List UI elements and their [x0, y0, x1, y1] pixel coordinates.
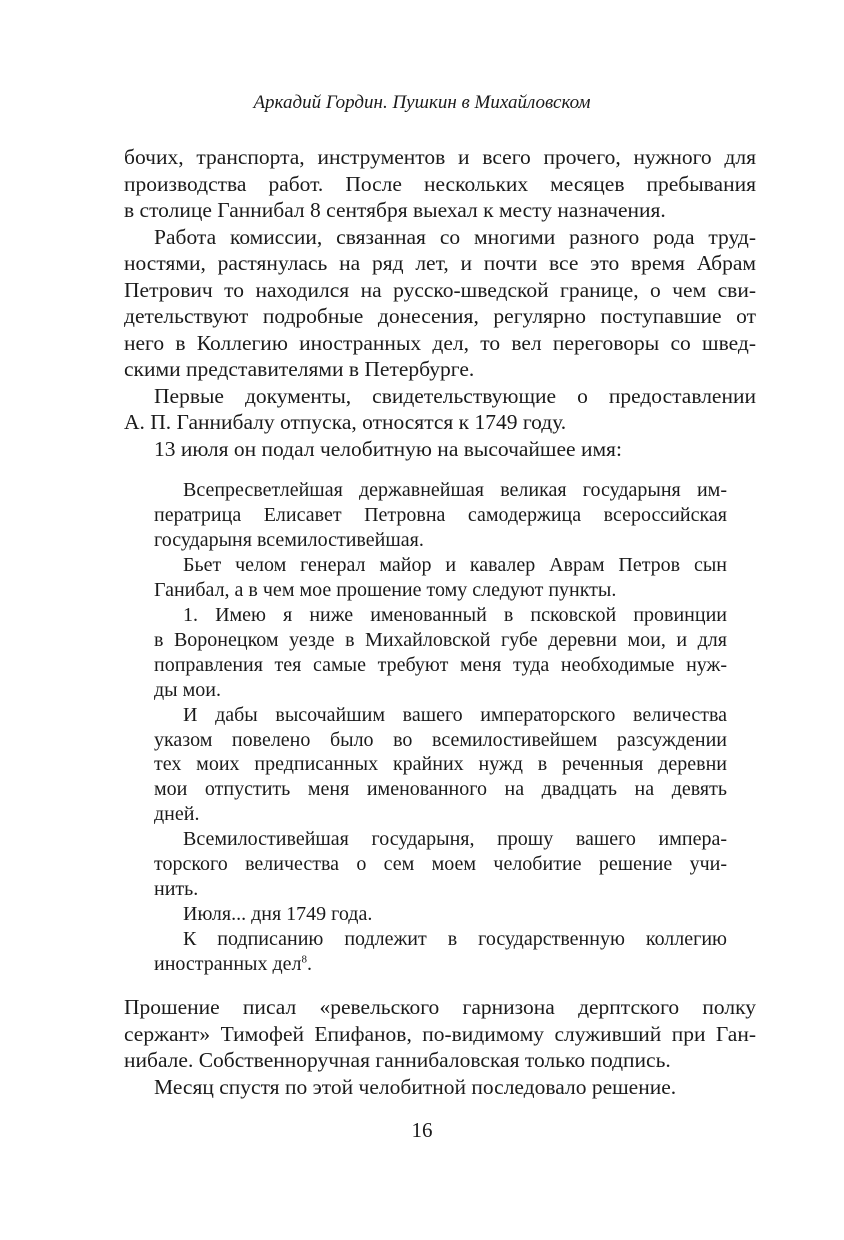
text-line: [154, 827, 727, 852]
line-text: ды мои.: [154, 678, 221, 701]
main-text: [124, 144, 756, 462]
line-text: детельствуют подробные донесения, регулярно поступавшие от: [124, 304, 756, 328]
text-line: [124, 144, 756, 171]
line-text: указом повелено было во всемилостивейшем разсуждении: [154, 728, 727, 751]
line-text: Бьет челом генерал майор и кавалер Аврам Петров сын: [183, 553, 727, 576]
line-text: иностранных дел: [154, 953, 302, 976]
text-line: [124, 1021, 756, 1048]
text-line: [124, 250, 756, 277]
line-text: ператрица Елисавет Петровна самодержица всероссийская: [154, 503, 727, 526]
line-punctuation: .: [307, 953, 313, 976]
line-text: 1. Имею я ниже именованный в псковской провинции: [183, 603, 727, 626]
text-line: [154, 478, 727, 503]
running-header: Аркадий Гордин. Пушкин в Михайловском: [253, 92, 591, 113]
text-line: [124, 224, 756, 251]
line-text: И дабы высочайшим вашего императорского величества: [183, 703, 727, 726]
text-line: [124, 197, 756, 224]
page-number: 16: [411, 1118, 433, 1142]
line-text: Всемилостивейшая государыня, прошу вашего импера-: [183, 828, 727, 851]
line-text: поправления тея самые требуют меня туда необходимые нуж-: [154, 653, 727, 676]
line-text: скими представителями в Петербурге.: [124, 357, 475, 381]
text-line: [154, 952, 727, 977]
line-text: нибале. Собственноручная ганнибаловская только подпись.: [124, 1048, 671, 1073]
line-text: К подписанию подлежит в государственную коллегию: [183, 928, 727, 951]
text-line: [154, 728, 727, 753]
line-text: бочих, транспорта, инструментов и всего прочего, нужного для: [124, 145, 756, 169]
line-text: ностями, растянулась на ряд лет, и почти все это время Абрам: [124, 251, 756, 275]
line-text: Петрович то находился на русско-шведской границе, о чем сви-: [124, 277, 756, 302]
text-line: [154, 802, 727, 827]
line-text: государыня всемилостивейшая.: [154, 528, 424, 551]
line-text: него в Коллегию иностранных дел, то вел переговоры со швед-: [124, 330, 756, 355]
line-text: Месяц спустя по этой челобитной последовало решение.: [154, 1075, 677, 1100]
line-text: сержант» Тимофей Епифанов, по-видимому служивший при Ган-: [124, 1021, 756, 1046]
text-line: [124, 383, 756, 410]
line-text: Первые документы, свидетельствующие о предоставлении: [154, 383, 756, 408]
line-text: А. П. Ганнибалу отпуска, относятся к 1749 году.: [124, 410, 567, 434]
line-text: 13 июля он подал челобитную на высочайшее имя:: [154, 436, 622, 461]
text-line: [154, 703, 727, 728]
text-line: [154, 927, 727, 952]
line-text: Июля... дня 1749 года.: [183, 903, 373, 926]
line-text: мои отпустить меня именованного на двадцать на девять: [154, 778, 727, 801]
text-line: [154, 653, 727, 678]
text-line: [154, 877, 727, 902]
text-line: [154, 628, 727, 653]
text-line: [154, 678, 727, 703]
text-line: [154, 503, 727, 528]
line-text: Прошение писал «ревельского гарнизона дерптского полку: [124, 995, 756, 1019]
line-text: в столице Ганнибал 8 сентября выехал к месту назначения.: [124, 198, 666, 222]
text-line: [124, 171, 756, 198]
line-text: Работа комиссии, связанная со многими разного рода труд-: [154, 224, 756, 249]
footnote-marker[interactable]: 8: [301, 953, 308, 966]
text-line: [154, 902, 727, 927]
text-line: [124, 1047, 756, 1074]
text-line: [154, 603, 727, 628]
text-line: [154, 528, 727, 553]
line-text: производства работ. После нескольких месяцев пребывания: [124, 171, 756, 196]
line-text: в Воронецком уезде в Михайловской губе деревни мои, и для: [154, 628, 727, 651]
text-line: [154, 777, 727, 802]
text-line: [154, 578, 727, 603]
text-line: [124, 994, 756, 1021]
line-text: Ганибал, а в чем мое прошение тому следуют пункты.: [154, 578, 617, 601]
line-text: Всепресветлейшая державнейшая великая государыня им-: [183, 479, 727, 501]
quoted-petition: [154, 478, 727, 977]
text-line: [124, 356, 756, 383]
line-text: нить.: [154, 878, 199, 901]
text-line: [154, 752, 727, 777]
line-text: дней.: [154, 803, 200, 826]
text-line: [124, 277, 756, 304]
line-text: тех моих предписанных крайних нужд в реченныя деревни: [154, 753, 727, 776]
text-line: [124, 1074, 756, 1101]
text-line: [124, 330, 756, 357]
text-line: [124, 409, 756, 436]
text-line: [124, 303, 756, 330]
closing-text: [124, 994, 756, 1101]
line-text: торского величества о сем моем челобитие решение учи-: [154, 853, 727, 876]
text-line: [124, 436, 756, 463]
text-line: [154, 852, 727, 877]
text-line: [154, 553, 727, 578]
